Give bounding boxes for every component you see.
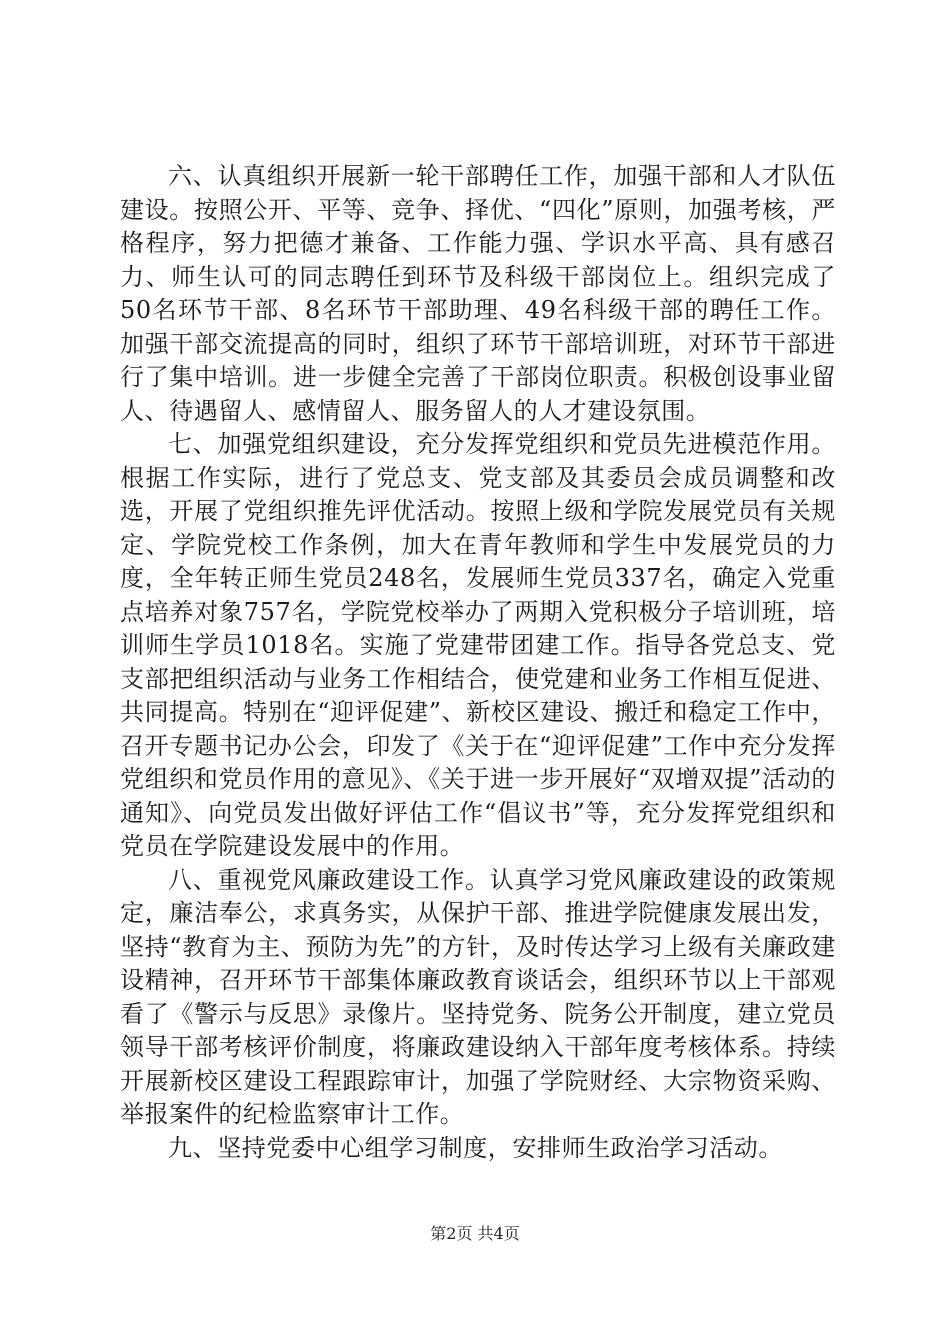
paragraph-section-6: 六、认真组织开展新一轮干部聘任工作，加强干部和人才队伍建设。按照公开、平等、竞争、择优、“四化”原则，加强考核，严格程序，努力把德才兼备、工作能力强、学识水平高、具有感召力、师生认可的同志聘任到环节及科级干部岗位上。组织完成了50名环节干部、8名环节干部助理、49名科级干部的聘任工作。加强干部交流提高的同时，组织了环节干部培训班，对环节干部进行了集中培训。进一步健全完善了干部岗位职责。积极创设事业留人、待遇留人、感情留人、服务留人的人才建设氛围。	[120, 162, 836, 425]
paragraph-section-7: 七、加强党组织建设，充分发挥党组织和党员先进模范作用。根据工作实际，进行了党总支、党支部及其委员会成员调整和改选，开展了党组织推先评优活动。按照上级和学院发展党员有关规定、学院党校工作条例，加大在青年教师和学生中发展党员的力度，全年转正师生党员248名，发展师生党员337名，确定入党重点培养对象757名，学院党校举办了两期入党积极分子培训班，培训师生学员1018名。实施了党建带团建工作。指导各党总支、党支部把组织活动与业务工作相结合，使党建和业务工作相互促进、共同提高。特别在“迎评促建”、新校区建设、搬迁和稳定工作中，召开专题书记办公会，印发了《关于在“迎评促建”工作中充分发挥党组织和党员作用的意见》、《关于进一步开展好“双增双提”活动的通知》、向党员发出做好评估工作“倡议书”等，充分发挥党组织和党员在学院建设发展中的作用。	[120, 430, 836, 860]
document-body	[120, 160, 836, 1165]
paragraph-section-9: 九、坚持党委中心组学习制度，安排师生政治学习活动。	[168, 1133, 783, 1162]
paragraph-section-8: 八、重视党风廉政建设工作。认真学习党风廉政建设的政策规定，廉洁奉公，求真务实，从保护干部、推进学院健康发展出发，坚持“教育为主、预防为先”的方针，及时传达学习上级有关廉政建设精神，召开环节干部集体廉政教育谈话会，组织环节以上干部观看了《警示与反思》录像片。坚持党务、院务公开制度，建立党员领导干部考核评价制度，将廉政建设纳入干部年度考核体系。持续开展新校区建设工程跟踪审计，加强了学院财经、大宗物资采购、举报案件的纪检监察审计工作。	[120, 865, 836, 1128]
page-number-footer: 第2页 共4页	[430, 1224, 520, 1243]
